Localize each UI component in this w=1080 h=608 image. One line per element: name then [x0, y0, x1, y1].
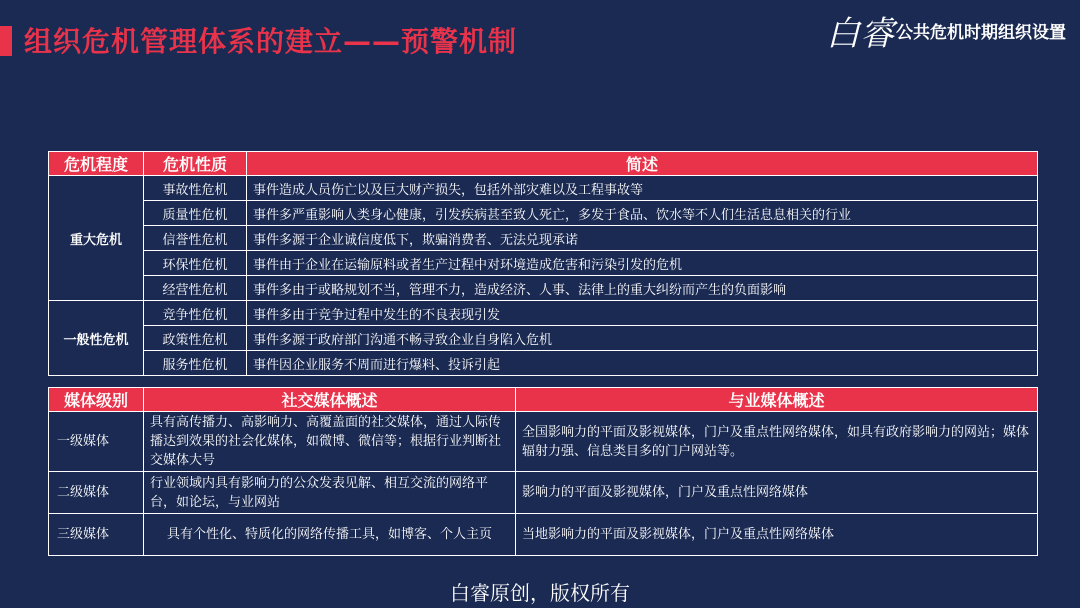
table-row — [49, 472, 1038, 514]
header-social-media: 社交媒体概述 — [144, 388, 516, 412]
crisis-level-cell: 重大危机 — [49, 176, 144, 301]
table-row — [49, 276, 1038, 301]
media-level-cell: 二级媒体 — [49, 472, 144, 514]
crisis-desc-cell: 事件多由于竞争过程中发生的不良表现引发 — [247, 301, 1038, 326]
crisis-category-cell: 质量性危机 — [144, 201, 247, 226]
table-row — [49, 326, 1038, 351]
table-row — [49, 176, 1038, 201]
header-summary: 简述 — [247, 152, 1038, 176]
crisis-category-cell: 经营性危机 — [144, 276, 247, 301]
crisis-category-cell: 环保性危机 — [144, 251, 247, 276]
crisis-desc-cell: 事件多源于企业诚信度低下，欺骗消费者、无法兑现承诺 — [247, 226, 1038, 251]
crisis-desc-cell: 事件造成人员伤亡以及巨大财产损失，包括外部灾难以及工程事故等 — [247, 176, 1038, 201]
header-professional-media: 与业媒体概述 — [516, 388, 1038, 412]
crisis-category-cell: 政策性危机 — [144, 326, 247, 351]
table-row — [49, 301, 1038, 326]
table-row — [49, 226, 1038, 251]
brand — [826, 6, 1066, 55]
title-accent-bar — [0, 26, 12, 56]
crisis-table-header — [49, 152, 1038, 176]
media-level-cell: 三级媒体 — [49, 514, 144, 556]
crisis-category-cell: 竞争性危机 — [144, 301, 247, 326]
media-level-cell: 一级媒体 — [49, 412, 144, 472]
header-media-level: 媒体级别 — [49, 388, 144, 412]
crisis-level-cell: 一般性危机 — [49, 301, 144, 376]
professional-media-cell: 影响力的平面及影视媒体，门户及重点性网络媒体 — [516, 472, 1038, 514]
social-media-cell: 具有高传播力、高影响力、高覆盖面的社交媒体，通过人际传播达到效果的社会化媒体，如微博、微信等；根据行业判断社交媒体大号 — [144, 412, 516, 472]
table-row — [49, 412, 1038, 472]
media-table — [48, 387, 1038, 556]
professional-media-cell: 全国影响力的平面及影视媒体，门户及重点性网络媒体，如具有政府影响力的网站；媒体辐射力强、信息类目多的门户网站等。 — [516, 412, 1038, 472]
crisis-desc-cell: 事件多严重影响人类身心健康，引发疾病甚至致人死亡，多发于食品、饮水等不人们生活息息相关的行业 — [247, 201, 1038, 226]
crisis-desc-cell: 事件多源于政府部门沟通不畅寻致企业自身陷入危机 — [247, 326, 1038, 351]
crisis-category-cell: 服务性危机 — [144, 351, 247, 376]
page-title: 组织危机管理体系的建立——预警机制 — [24, 25, 518, 58]
header-crisis-level: 危机程度 — [49, 152, 144, 176]
social-media-cell: 行业领域内具有影响力的公众发表见解、相互交流的网络平台，如论坛，与业网站 — [144, 472, 516, 514]
crisis-desc-cell: 事件多由于或略规划不当，管理不力，造成经济、人事、法律上的重大纠纷而产生的负面影响 — [247, 276, 1038, 301]
brand-logo: 白睿 — [826, 14, 894, 54]
table-row — [49, 351, 1038, 376]
table-row — [49, 201, 1038, 226]
crisis-category-cell: 信誉性危机 — [144, 226, 247, 251]
professional-media-cell: 当地影响力的平面及影视媒体，门户及重点性网络媒体 — [516, 514, 1038, 556]
crisis-table — [48, 151, 1038, 376]
brand-subtitle: 公共危机时期组织设置 — [896, 23, 1066, 43]
header-crisis-nature: 危机性质 — [144, 152, 247, 176]
table-row — [49, 251, 1038, 276]
table-row — [49, 514, 1038, 556]
crisis-desc-cell: 事件由于企业在运输原料或者生产过程中对环境造成危害和污染引发的危机 — [247, 251, 1038, 276]
crisis-desc-cell: 事件因企业服务不周而进行爆料、投诉引起 — [247, 351, 1038, 376]
social-media-cell: 具有个性化、特质化的网络传播工具，如博客、个人主页 — [144, 514, 516, 556]
media-table-header — [49, 388, 1038, 412]
crisis-category-cell: 事故性危机 — [144, 176, 247, 201]
copyright-footer: 白睿原创，版权所有 — [450, 581, 630, 605]
